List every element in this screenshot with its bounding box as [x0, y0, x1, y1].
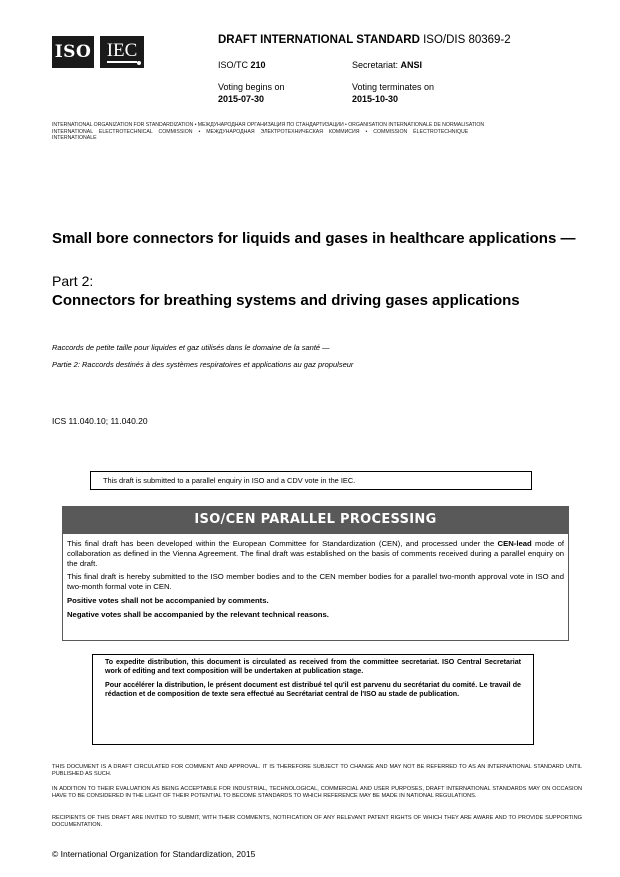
- ics-codes: ICS 11.040.10; 11.040.20: [52, 416, 148, 426]
- french-title-line-1: Raccords de petite taille pour liquides et gaz utilisés dans le domaine de la santé —: [52, 343, 330, 352]
- cen-paragraph-1: [67, 539, 564, 568]
- disclaimer-1: THIS DOCUMENT IS A DRAFT CIRCULATED FOR COMMENT AND APPROVAL. IT IS THEREFORE SUBJECT TO CHANGE AND MAY NOT BE REFERRED TO AS AN INTERNATIONAL STANDARD UNTIL PUBLISHED AS SUCH.: [52, 764, 582, 778]
- cen-paragraph-1-a: This final draft has been developed within the European Committee for Standardization (CEN), and processed under the: [67, 539, 498, 548]
- committee-value: 210: [250, 60, 266, 70]
- disclaimer-3: RECIPIENTS OF THIS DRAFT ARE INVITED TO SUBMIT, WITH THEIR COMMENTS, NOTIFICATION OF ANY RELEVANT PATENT RIGHTS OF WHICH THEY ARE AWARE AND TO PROVIDE SUPPORTING DOCUMENTATION.: [52, 815, 582, 829]
- iec-logo-dot: [137, 61, 141, 65]
- document-type: DRAFT INTERNATIONAL STANDARD: [218, 34, 420, 46]
- parallel-enquiry-text: This draft is submitted to a parallel enquiry in ISO and a CDV vote in the IEC.: [103, 476, 356, 485]
- parallel-enquiry-notice: [90, 471, 532, 490]
- secretariat: [352, 60, 422, 70]
- voting-begins-label: Voting begins on: [218, 82, 285, 92]
- cen-paragraph-2: This final draft is hereby submitted to the ISO member bodies and to the CEN member bodies for a parallel two-month approval vote in ISO and two-month formal vote in CEN.: [67, 572, 564, 592]
- iso-logo-text: ISO: [54, 42, 92, 62]
- disclaimer-2: IN ADDITION TO THEIR EVALUATION AS BEING ACCEPTABLE FOR INDUSTRIAL, TECHNOLOGICAL, COMMERCIAL AND USER PURPOSES, DRAFT INTERNATIONAL STANDARDS MAY ON OCCASION HAVE TO BE CONSIDERED IN THE LIGHT OF THEIR POTENTIAL TO BECOME STANDARDS TO WHICH REFERENCE MAY BE MADE IN NATIONAL REGULATIONS.: [52, 786, 582, 800]
- iec-logo: [100, 36, 144, 68]
- secretariat-value: ANSI: [400, 60, 423, 70]
- document-part-label: Part 2:: [52, 273, 94, 289]
- iec-logo-text: IEC: [106, 40, 138, 61]
- copyright-notice: © International Organization for Standardization, 2015: [52, 849, 256, 859]
- cen-paragraph-3: Positive votes shall not be accompanied by comments.: [67, 595, 269, 605]
- expedite-english: To expedite distribution, this document is circulated as received from the committee secretariat. ISO Central Secretariat work of editing and text composition will be undertaken at publication stage.: [105, 658, 521, 675]
- expedite-french: Pour accélérer la distribution, le présent document est distribué tel qu'il est parvenu du secrétariat du comité. Le travail de rédaction et de composition de texte sera effectué au Secrétariat central de l'ISO au stade de publication.: [105, 681, 521, 698]
- document-part-title: Connectors for breathing systems and driving gases applications: [52, 292, 520, 309]
- cen-processing-body: [62, 533, 569, 641]
- voting-ends-date: 2015-10-30: [352, 94, 399, 104]
- secretariat-label: Secretariat:: [352, 60, 399, 70]
- voting-ends-label: Voting terminates on: [352, 82, 435, 92]
- iso-logo: [52, 36, 94, 68]
- expedite-distribution-box: [92, 654, 534, 745]
- document-reference: ISO/DIS 80369-2: [423, 34, 511, 46]
- org-line-3: INTERNATIONALE: [52, 135, 97, 141]
- cen-lead-term: CEN-lead: [497, 539, 532, 548]
- cen-processing-header: ISO/CEN PARALLEL PROCESSING: [62, 506, 569, 533]
- committee: [218, 60, 266, 70]
- document-title: Small bore connectors for liquids and gases in healthcare applications —: [52, 230, 576, 247]
- org-line-2: INTERNATIONAL ELECTROTECHNICAL COMMISSION • МЕЖДУНАРОДНАЯ ЭЛЕКТРОТЕХНИЧЕСКАЯ КОММИСИЯ • COMMISSION ÉLECTROTECHNIQUE: [52, 128, 469, 135]
- document-type-heading: [218, 34, 511, 46]
- cen-paragraph-4: Negative votes shall be accompanied by the relevant technical reasons.: [67, 609, 329, 619]
- french-title-line-2: Partie 2: Raccords destinés à des systèmes respiratoires et applications au gaz propulseur: [52, 360, 354, 369]
- cen-paragraph-1-b: mode of collaboration as defined in the Vienna Agreement. The final draft was established on the basis of comments received during a parallel enquiry on the draft.: [67, 539, 564, 568]
- org-line-1: INTERNATIONAL ORGANIZATION FOR STANDARDIZATION • МЕЖДУНАРОДНАЯ ОРГАНИЗАЦИЯ ПО СТАНДАРТИЗАЦИИ • ORGANISATION INTERNATIONALE DE NORMALISATION: [52, 122, 485, 128]
- committee-label: ISO/TC: [218, 60, 249, 70]
- voting-begins-date: 2015-07-30: [218, 94, 265, 104]
